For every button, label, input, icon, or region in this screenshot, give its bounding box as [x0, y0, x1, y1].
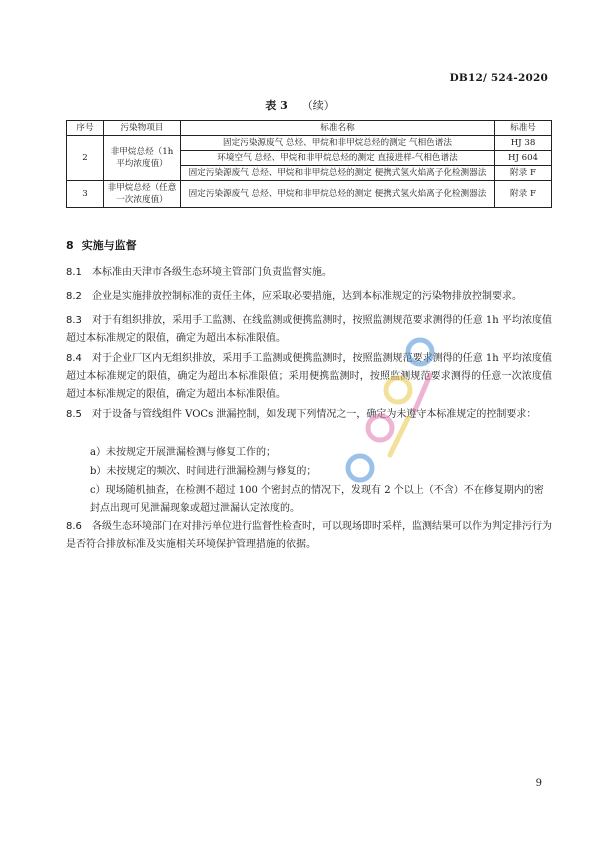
table-caption-suffix: （续） — [301, 99, 335, 112]
table-header-row — [67, 121, 552, 136]
standards-table — [66, 120, 552, 208]
clause-number: 8.1 — [66, 267, 82, 278]
header-standard-name: 标准名称 — [181, 121, 495, 136]
standard-code: DB12/ 524-2020 — [449, 72, 548, 84]
sub-item-c: c）现场随机抽查，在检测不超过 100 个密封点的情况下，发现有 2 个以上（不含）不在修复期内的密封点出现可见泄漏现象或超过泄漏认定浓度的。 — [90, 485, 544, 514]
table-caption-label: 表 3 — [265, 99, 288, 112]
cell-standard-name: 环境空气 总烃、甲烷和非甲烷总烃的测定 直接进样-气相色谱法 — [181, 151, 495, 166]
cell-no: 2 — [67, 136, 104, 181]
sub-item-a: a）未按规定开展泄漏检测与修复工作的； — [90, 447, 276, 458]
table-row — [67, 136, 552, 151]
clause-8-4 — [66, 350, 552, 404]
clause-8-6 — [66, 518, 552, 554]
watermark-logo-icon — [330, 330, 450, 500]
clause-number: 8.5 — [66, 409, 82, 420]
cell-pollutant: 非甲烷总烃（任意一次浓度值） — [104, 181, 181, 208]
header-no: 序号 — [67, 121, 104, 136]
cell-standard-code: HJ 604 — [495, 151, 552, 166]
table-caption — [0, 97, 600, 113]
header-pollutant: 污染物项目 — [104, 121, 181, 136]
clause-text: 各级生态环境部门在对排污单位进行监督性检查时，可以现场即时采样，监测结果可以作为判定排污行为是否符合排放标准及实施相关环境保护管理措施的依据。 — [66, 521, 552, 550]
clause-number: 8.4 — [66, 353, 82, 364]
page-number: 9 — [535, 778, 542, 789]
cell-standard-code: 附录 F — [495, 181, 552, 208]
clause-text: 对于设备与管线组件 VOCs 泄漏控制，如发现下列情况之一，确定为未遵守本标准规定的控制要求： — [92, 409, 537, 420]
sub-item-b: b）未按规定的频次、时间进行泄漏检测与修复的； — [90, 466, 317, 477]
clause-number: 8.3 — [66, 315, 82, 326]
cell-standard-code: HJ 38 — [495, 136, 552, 151]
clause-number: 8.6 — [66, 521, 82, 532]
cell-pollutant: 非甲烷总烃（1h 平均浓度值） — [104, 136, 181, 181]
clause-text: 对于有组织排放，采用手工监测、在线监测或便携监测时，按照监测规范要求测得的任意 1h 平均浓度值超过本标准规定的限值，确定为超出本标准限值。 — [66, 315, 552, 344]
clause-text: 企业是实施排放控制标准的责任主体，应采取必要措施，达到本标准规定的污染物排放控制要求。 — [92, 291, 522, 302]
clause-8-1 — [66, 264, 552, 282]
cell-no: 3 — [67, 181, 104, 208]
section-number: 8 — [66, 239, 74, 252]
clause-number: 8.2 — [66, 291, 82, 302]
table-row — [67, 181, 552, 208]
cell-standard-name: 固定污染源废气 总烃、甲烷和非甲烷总烃的测定 气相色谱法 — [181, 136, 495, 151]
section-title: 实施与监督 — [81, 239, 137, 252]
clause-text: 本标准由天津市各级生态环境主管部门负责监督实施。 — [92, 267, 332, 278]
cell-standard-name: 固定污染源废气 总烃、甲烷和非甲烷总烃的测定 便携式氢火焰离子化检测器法 — [181, 181, 495, 208]
clause-8-2 — [66, 288, 552, 306]
cell-standard-code: 附录 F — [495, 166, 552, 181]
clause-text: 对于企业厂区内无组织排放，采用手工监测或便携监测时，按照监测规范要求测得的任意 1h 平均浓度值超过本标准规定的限值，确定为超出本标准限值；采用便携监测时，按照监测规范要求测得的任意一次浓度值超过本标准规定的限值，确定为超出本标准限值。 — [66, 353, 552, 400]
header-standard-code: 标准号 — [495, 121, 552, 136]
cell-standard-name: 固定污染源废气 总烃、甲烷和非甲烷总烃的测定 便携式氢火焰离子化检测器法 — [181, 166, 495, 181]
section-heading — [66, 237, 137, 253]
clause-8-5 — [66, 406, 552, 424]
clause-8-3 — [66, 312, 552, 348]
